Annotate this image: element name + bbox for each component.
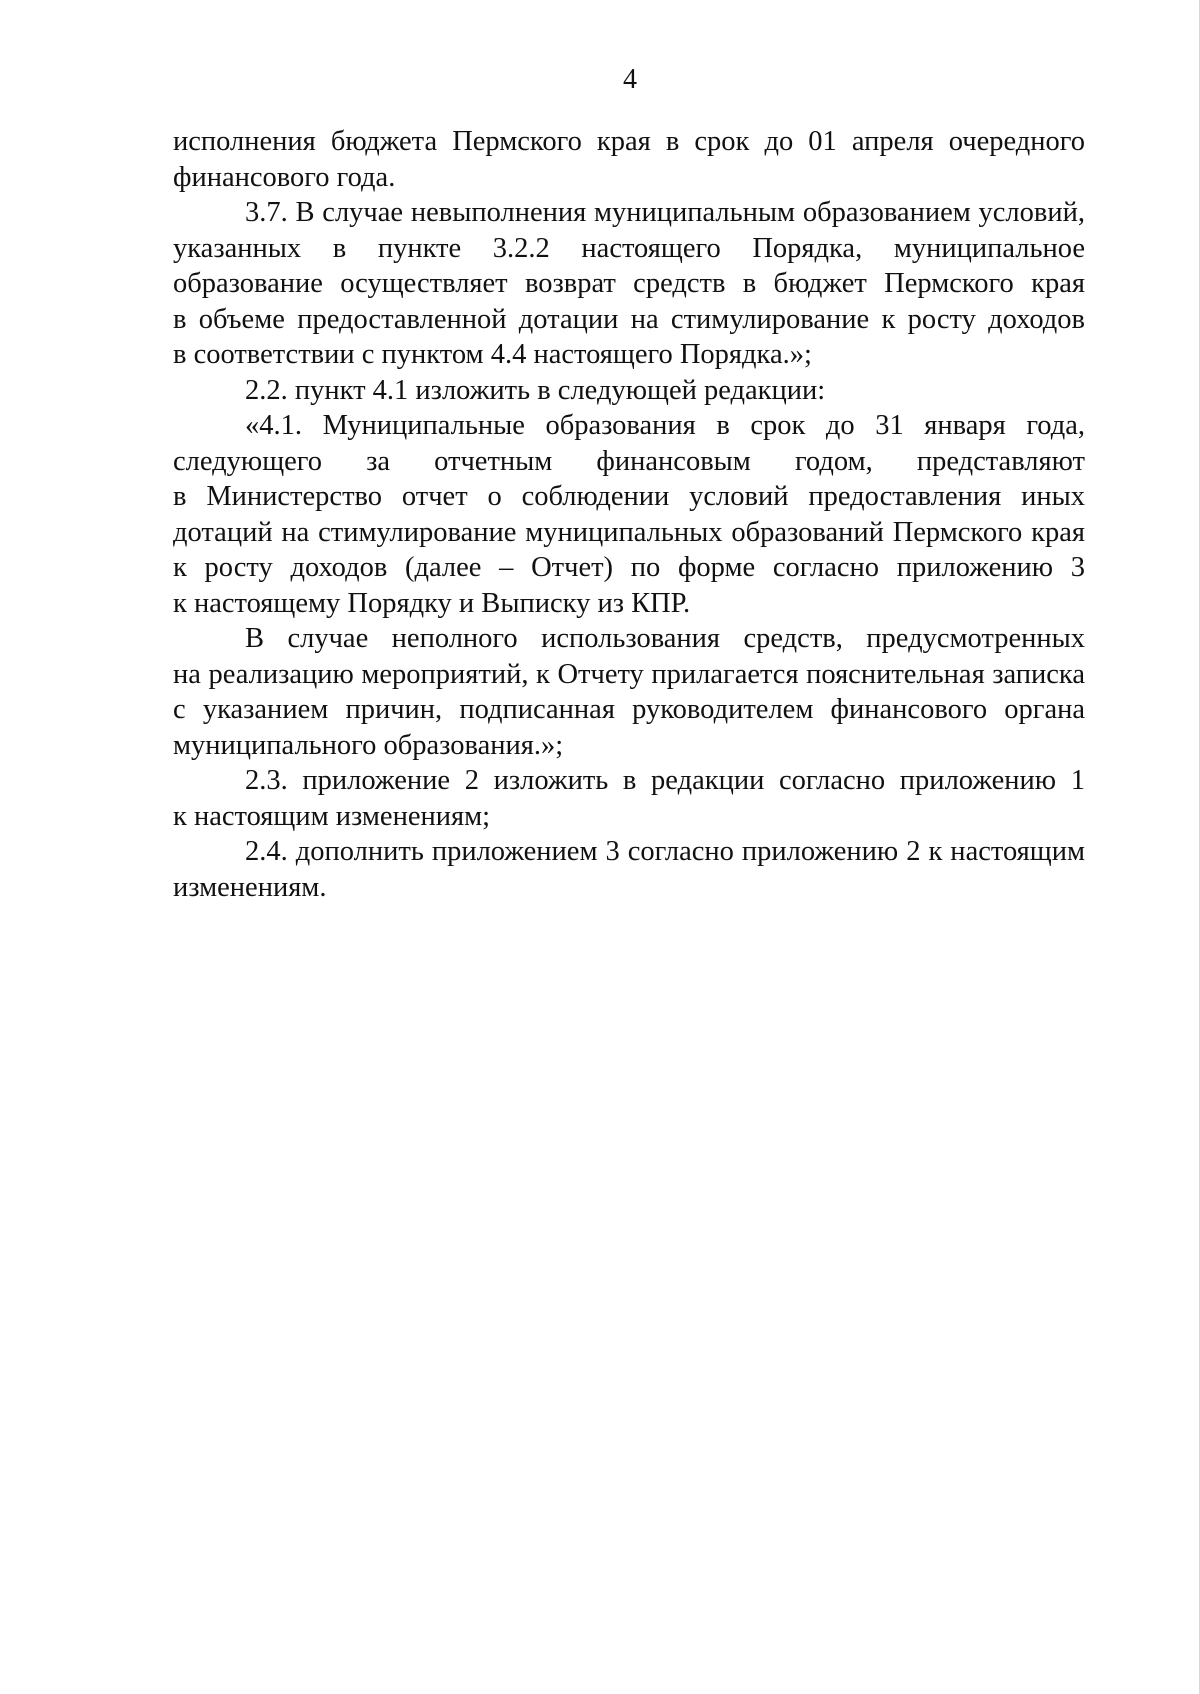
text-line: 2.2. пункт 4.1 изложить в следующей редакции: — [245, 374, 826, 406]
text-line: 3.7. В случае невыполнения муниципальным образованием условий, — [245, 197, 1085, 228]
text-line: в соответствии с пунктом 4.4 настоящего Порядка.»; — [173, 339, 812, 370]
text-line: исполнения бюджета Пермского края в срок до 01 апреля очередного — [173, 126, 1085, 157]
text-line: указанных в пункте 3.2.2 настоящего Порядка, муниципальное — [173, 232, 1085, 264]
text-line: финансового года. — [173, 161, 396, 193]
paragraph-4 — [173, 408, 1085, 621]
text-line: 2.4. дополнить приложением 3 согласно приложению 2 к настоящим — [245, 836, 1085, 867]
text-line: дотаций на стимулирование муниципальных образований Пермского края — [173, 516, 1085, 548]
paragraph-3 — [173, 373, 1085, 409]
text-line: в Министерство отчет о соблюдении условий предоставления иных — [173, 481, 1085, 512]
text-line: на реализацию мероприятий, к Отчету прилагается пояснительная записка — [173, 658, 1085, 690]
text-line: к настоящему Порядку и Выписку из КПР. — [173, 587, 691, 619]
paragraph-1 — [173, 124, 1085, 195]
text-line: «4.1. Муниципальные образования в срок до 31 января года, — [245, 410, 1085, 441]
text-line: образование осуществляет возврат средств в бюджет Пермского края — [173, 268, 1085, 299]
text-line: В случае неполного использования средств, предусмотренных — [245, 623, 1085, 654]
paragraph-7 — [173, 834, 1085, 905]
text-line: к росту доходов (далее – Отчет) по форме согласно приложению 3 — [173, 552, 1085, 583]
text-line: изменениям. — [173, 871, 327, 903]
text-line: в объеме предоставленной дотации на стимулирование к росту доходов — [173, 303, 1085, 335]
paragraph-6 — [173, 763, 1085, 834]
page-number: 4 — [623, 64, 637, 95]
text-line: 2.3. приложение 2 изложить в редакции согласно приложению 1 — [245, 765, 1085, 796]
paragraph-5 — [173, 621, 1085, 763]
text-line: с указанием причин, подписанная руководителем финансового органа — [173, 694, 1085, 725]
paragraph-2 — [173, 195, 1085, 373]
text-line: следующего за отчетным финансовым годом, представляют — [173, 445, 1085, 477]
text-line: муниципального образования.»; — [173, 729, 564, 761]
document-body — [173, 124, 1085, 905]
text-line: к настоящим изменениям; — [173, 800, 491, 832]
